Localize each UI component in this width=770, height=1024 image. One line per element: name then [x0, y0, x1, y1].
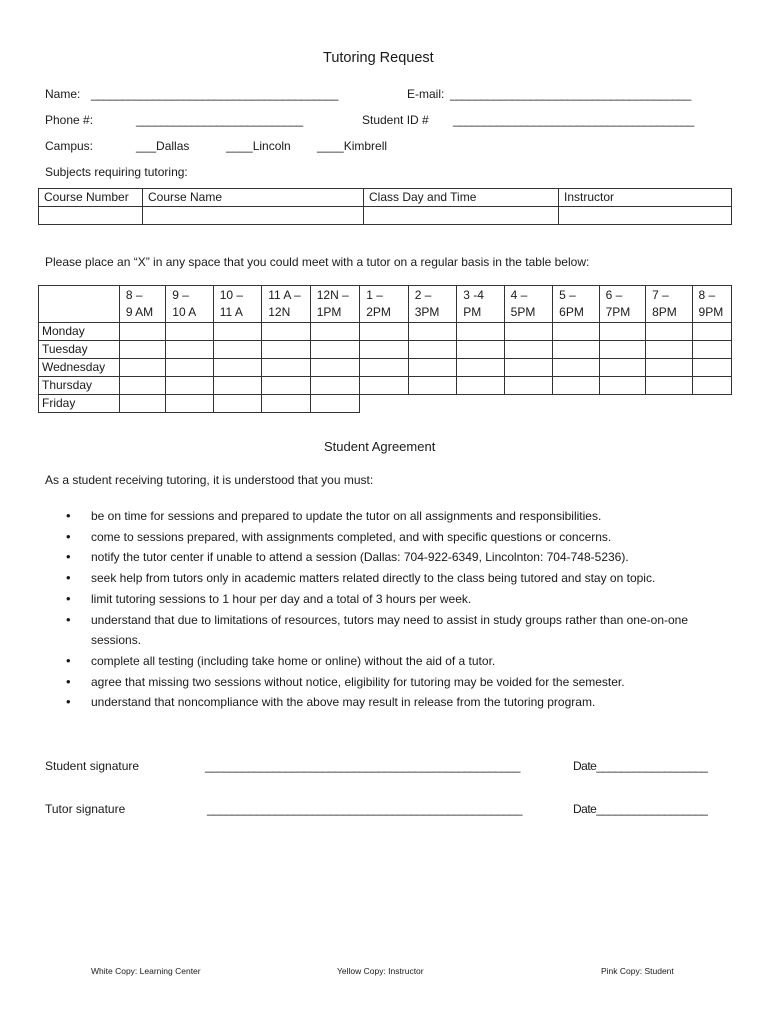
time-slot-header [213, 286, 261, 323]
availability-cell[interactable] [457, 323, 504, 341]
time-slot-end: 8PM [652, 305, 677, 319]
email-field[interactable]: _______________________________________ [450, 87, 691, 101]
availability-cell[interactable] [213, 359, 261, 377]
student-signature-label: Student signature [45, 759, 140, 773]
availability-cell[interactable] [599, 341, 645, 359]
time-slot-end: 6PM [559, 305, 584, 319]
time-slot-start: 4 – [510, 288, 528, 302]
availability-cell[interactable] [310, 359, 360, 377]
availability-cell[interactable] [262, 377, 310, 395]
availability-cell[interactable] [262, 323, 310, 341]
availability-cell[interactable] [692, 341, 731, 359]
page-title: Tutoring Request [323, 50, 434, 66]
availability-table [38, 285, 732, 413]
availability-empty-area [599, 395, 645, 413]
time-slot-start: 11 A – [268, 288, 301, 302]
time-slot-end: 9 AM [125, 305, 154, 319]
availability-cell[interactable] [504, 341, 552, 359]
time-slot-end: PM [463, 305, 482, 319]
availability-cell[interactable] [504, 377, 552, 395]
availability-empty-area [646, 395, 692, 413]
availability-cell[interactable] [360, 377, 408, 395]
course-number-input[interactable] [39, 207, 143, 225]
availability-cell[interactable] [692, 323, 731, 341]
availability-cell[interactable] [599, 323, 645, 341]
time-slot-header [408, 286, 456, 323]
availability-cell[interactable] [457, 341, 504, 359]
time-slot-header [310, 286, 360, 323]
footer-white-copy: White Copy: Learning Center [91, 966, 201, 976]
agreement-item: • notify the tutor center if unable to attend a session (Dallas: 704-922-6349, Lincolnton: 704-748-5236). [66, 547, 716, 568]
time-slot-end: 3PM [414, 305, 440, 319]
subjects-table [38, 188, 732, 225]
agreement-item: • seek help from tutors only in academic matters related directly to the class being tutored and stay on topic. [66, 568, 716, 589]
time-slot-header [166, 286, 213, 323]
availability-cell[interactable] [457, 359, 504, 377]
availability-day-row [39, 395, 732, 413]
availability-empty-area [360, 395, 408, 413]
agreement-item: • limit tutoring sessions to 1 hour per day and a total of 3 hours per week. [66, 589, 716, 610]
time-slot-start: 10 – [219, 288, 244, 302]
availability-empty-area [504, 395, 552, 413]
availability-cell[interactable] [646, 359, 692, 377]
availability-cell[interactable] [599, 377, 645, 395]
time-slot-start: 9 – [172, 288, 189, 302]
time-slot-start: 2 – [414, 288, 432, 302]
col-course-number: Course Number [39, 189, 143, 207]
availability-empty-area [553, 395, 599, 413]
time-slot-end: 9PM [698, 305, 724, 319]
phone-field[interactable]: ___________________________ [136, 113, 303, 127]
availability-cell[interactable] [262, 359, 310, 377]
time-slot-header [692, 286, 731, 323]
availability-cell[interactable] [213, 341, 261, 359]
email-label: E-mail: [407, 87, 445, 101]
col-instructor: Instructor [559, 189, 732, 207]
course-name-input[interactable] [143, 207, 364, 225]
availability-day-row [39, 359, 732, 377]
availability-cell[interactable] [310, 323, 360, 341]
availability-cell[interactable] [119, 341, 165, 359]
availability-day-row [39, 341, 732, 359]
availability-cell[interactable] [119, 359, 165, 377]
availability-cell[interactable] [553, 377, 599, 395]
availability-cell[interactable] [262, 395, 310, 413]
student-signature-field[interactable]: ___________________________________________________ [205, 759, 520, 773]
availability-cell[interactable] [646, 377, 692, 395]
availability-cell[interactable] [166, 359, 213, 377]
availability-day-row [39, 323, 732, 341]
availability-corner-cell [39, 286, 120, 323]
student-id-field[interactable]: _______________________________________ [453, 113, 694, 127]
availability-cell[interactable] [408, 323, 456, 341]
time-slot-end: 2PM [366, 305, 391, 319]
availability-empty-area [408, 395, 456, 413]
time-slot-end: 1PM [316, 305, 342, 319]
campus-label: Campus: [45, 139, 94, 153]
time-slot-end: 12N [268, 305, 291, 319]
availability-cell[interactable] [310, 377, 360, 395]
agreement-list [66, 506, 716, 713]
day-label: Friday [39, 395, 120, 413]
time-slot-header [360, 286, 408, 323]
availability-cell[interactable] [408, 341, 456, 359]
availability-cell[interactable] [310, 395, 360, 413]
availability-cell[interactable] [408, 359, 456, 377]
availability-cell[interactable] [504, 359, 552, 377]
time-slot-start: 1 – [366, 288, 383, 302]
subjects-entry-row [39, 207, 732, 225]
subjects-header-row [39, 189, 732, 207]
time-slot-header [457, 286, 504, 323]
time-slot-header [553, 286, 599, 323]
class-day-time-input[interactable] [364, 207, 559, 225]
availability-cell[interactable] [599, 359, 645, 377]
availability-cell[interactable] [360, 323, 408, 341]
agreement-item: • come to sessions prepared, with assignments completed, and with specific questions or concerns. [66, 527, 716, 548]
time-slot-end: 5PM [510, 305, 536, 319]
col-class-day-time: Class Day and Time [364, 189, 559, 207]
day-label: Thursday [39, 377, 120, 395]
agreement-intro: As a student receiving tutoring, it is understood that you must: [45, 473, 374, 487]
time-slot-start: 6 – [605, 288, 623, 302]
availability-day-row [39, 377, 732, 395]
student-date-field[interactable]: Date__________________ [573, 759, 708, 773]
student-id-label: Student ID # [362, 113, 429, 127]
tutor-signature-field[interactable]: ___________________________________________________ [207, 802, 522, 816]
availability-cell[interactable] [408, 377, 456, 395]
availability-cell[interactable] [553, 341, 599, 359]
availability-cell[interactable] [553, 323, 599, 341]
footer-pink-copy: Pink Copy: Student [601, 966, 674, 976]
availability-cell[interactable] [166, 395, 213, 413]
availability-cell[interactable] [213, 395, 261, 413]
availability-header-row [39, 286, 732, 323]
availability-cell[interactable] [213, 323, 261, 341]
name-label: Name: [45, 87, 81, 101]
agreement-item: • agree that missing two sessions without notice, eligibility for tutoring may be voided for the semester. [66, 672, 716, 693]
availability-cell[interactable] [646, 323, 692, 341]
time-slot-end: 10 A [172, 305, 197, 319]
day-label: Wednesday [39, 359, 120, 377]
agreement-item: • be on time for sessions and prepared to update the tutor on all assignments and responsibilities. [66, 506, 716, 527]
availability-cell[interactable] [119, 323, 165, 341]
availability-cell[interactable] [166, 323, 213, 341]
tutor-signature-label: Tutor signature [45, 802, 126, 816]
availability-cell[interactable] [646, 341, 692, 359]
time-slot-end: 11 A [219, 305, 243, 319]
availability-cell[interactable] [457, 377, 504, 395]
time-slot-start: 8 – [698, 288, 716, 302]
availability-cell[interactable] [692, 359, 731, 377]
availability-cell[interactable] [310, 341, 360, 359]
footer-yellow-copy: Yellow Copy: Instructor [337, 966, 424, 976]
campus-option-kimbrell[interactable]: ____Kimbrell [317, 139, 388, 153]
agreement-item: • complete all testing (including take home or online) without the aid of a tutor. [66, 651, 716, 672]
time-slot-header [599, 286, 645, 323]
day-label: Monday [39, 323, 120, 341]
phone-label: Phone #: [45, 113, 94, 127]
availability-cell[interactable] [504, 323, 552, 341]
agreement-item: • understand that due to limitations of resources, tutors may need to assist in study groups rather than one-on-one sessions. [66, 610, 716, 651]
campus-option-dallas[interactable]: ___Dallas [136, 139, 190, 153]
availability-cell[interactable] [213, 377, 261, 395]
agreement-heading: Student Agreement [324, 439, 436, 454]
availability-cell[interactable] [692, 377, 731, 395]
time-slot-start: 8 – [125, 288, 143, 302]
col-course-name: Course Name [143, 189, 364, 207]
availability-empty-area [457, 395, 504, 413]
name-field[interactable]: ________________________________________ [91, 87, 338, 101]
time-slot-end: 7PM [605, 305, 631, 319]
availability-instruction: Please place an “X” in any space that you could meet with a tutor on a regular basis in the table below: [45, 255, 590, 269]
availability-cell[interactable] [119, 395, 165, 413]
availability-cell[interactable] [360, 359, 408, 377]
time-slot-header [262, 286, 310, 323]
time-slot-start: 12N – [316, 288, 349, 302]
campus-option-lincoln[interactable]: ____Lincoln [226, 139, 291, 153]
time-slot-header [504, 286, 552, 323]
time-slot-start: 7 – [652, 288, 669, 302]
availability-cell[interactable] [166, 377, 213, 395]
availability-cell[interactable] [119, 377, 165, 395]
time-slot-header [119, 286, 165, 323]
availability-cell[interactable] [360, 341, 408, 359]
subjects-label: Subjects requiring tutoring: [45, 165, 188, 179]
tutor-date-field[interactable]: Date__________________ [573, 802, 708, 816]
availability-empty-area [692, 395, 731, 413]
instructor-input[interactable] [559, 207, 732, 225]
availability-cell[interactable] [166, 341, 213, 359]
availability-cell[interactable] [262, 341, 310, 359]
time-slot-start: 3 -4 [463, 288, 484, 302]
availability-cell[interactable] [553, 359, 599, 377]
time-slot-start: 5 – [559, 288, 576, 302]
day-label: Tuesday [39, 341, 120, 359]
agreement-item: • understand that noncompliance with the above may result in release from the tutoring program. [66, 692, 716, 713]
time-slot-header [646, 286, 692, 323]
